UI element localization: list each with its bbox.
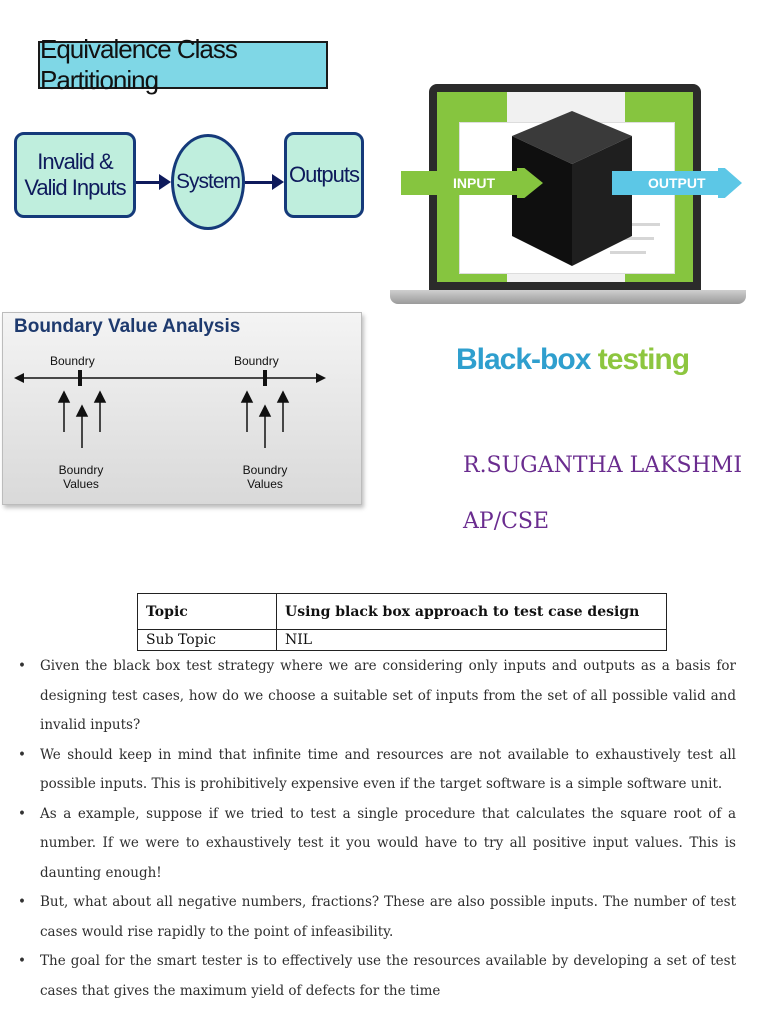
bva-values-line1: Boundry (242, 463, 288, 477)
bva-title: Boundary Value Analysis (14, 316, 241, 337)
blackbox-title-part1: Black-box (456, 343, 591, 376)
bva-number-line-icon (10, 360, 340, 450)
blackbox-title (456, 343, 689, 377)
ecp-arrow-2-head (272, 174, 284, 190)
topic-table (137, 593, 667, 651)
input-arrow-label: INPUT (453, 175, 495, 191)
table-cell-label: Sub Topic (138, 630, 277, 651)
table-cell-value: NIL (277, 630, 667, 651)
table-cell-label: Topic (138, 594, 277, 630)
list-item: • We should keep in mind that infinite time and resources are not available to exhaustively test all possible inputs. This is prohibitively expensive even if the target software is a simple software unit. (18, 741, 736, 800)
ecp-arrow-1-head (159, 174, 171, 190)
ecp-system-circle: System (171, 134, 245, 230)
output-arrow-label: OUTPUT (648, 175, 706, 191)
ecp-arrow-2-line (245, 181, 273, 184)
bva-boundary-label-right: Boundry (234, 354, 279, 368)
list-item: • Given the black box test strategy where we are considering only inputs and outputs as a basis for designing test cases, how do we choose a suitable set of inputs from the set of all possible valid and invalid inputs? (18, 652, 736, 741)
bva-boundary-label-left: Boundry (50, 354, 95, 368)
input-arrow (401, 169, 495, 197)
table-cell-value: Using black box approach to test case design (277, 594, 667, 630)
author-name: R.SUGANTHA LAKSHMI (463, 453, 743, 478)
blackbox-title-part2: testing (597, 343, 690, 376)
table-row (138, 594, 667, 630)
author-designation: AP/CSE (463, 509, 550, 534)
output-arrow (612, 169, 706, 197)
ecp-arrow-1-line (136, 181, 160, 184)
ecp-inputs-box (14, 132, 136, 218)
laptop-base (390, 290, 746, 304)
ecp-inputs-line1: Invalid & (37, 148, 113, 174)
bva-values-line2: Values (247, 477, 283, 491)
list-item: • The goal for the smart tester is to effectively use the resources available by developing a set of test cases that gives the maximum yield of defects for the time (18, 947, 736, 1006)
ecp-inputs-line2: Valid Inputs (24, 175, 126, 200)
ecp-title: Equivalence Class Partitioning (38, 41, 328, 89)
bva-values-line2: Values (63, 477, 99, 491)
bva-values-label-left (50, 463, 112, 491)
table-row (138, 630, 667, 651)
ecp-outputs-box: Outputs (284, 132, 364, 218)
bva-values-line1: Boundry (58, 463, 104, 477)
bullet-list (18, 652, 736, 1006)
bva-values-label-right (234, 463, 296, 491)
list-item: • As a example, suppose if we tried to test a single procedure that calculates the square root of a number. If we were to exhaustively test it you would have to try all positive input values. This is daunting enough! (18, 800, 736, 889)
list-item: • But, what about all negative numbers, fractions? These are also possible inputs. The number of test cases would rise rapidly to the point of infeasibility. (18, 888, 736, 947)
